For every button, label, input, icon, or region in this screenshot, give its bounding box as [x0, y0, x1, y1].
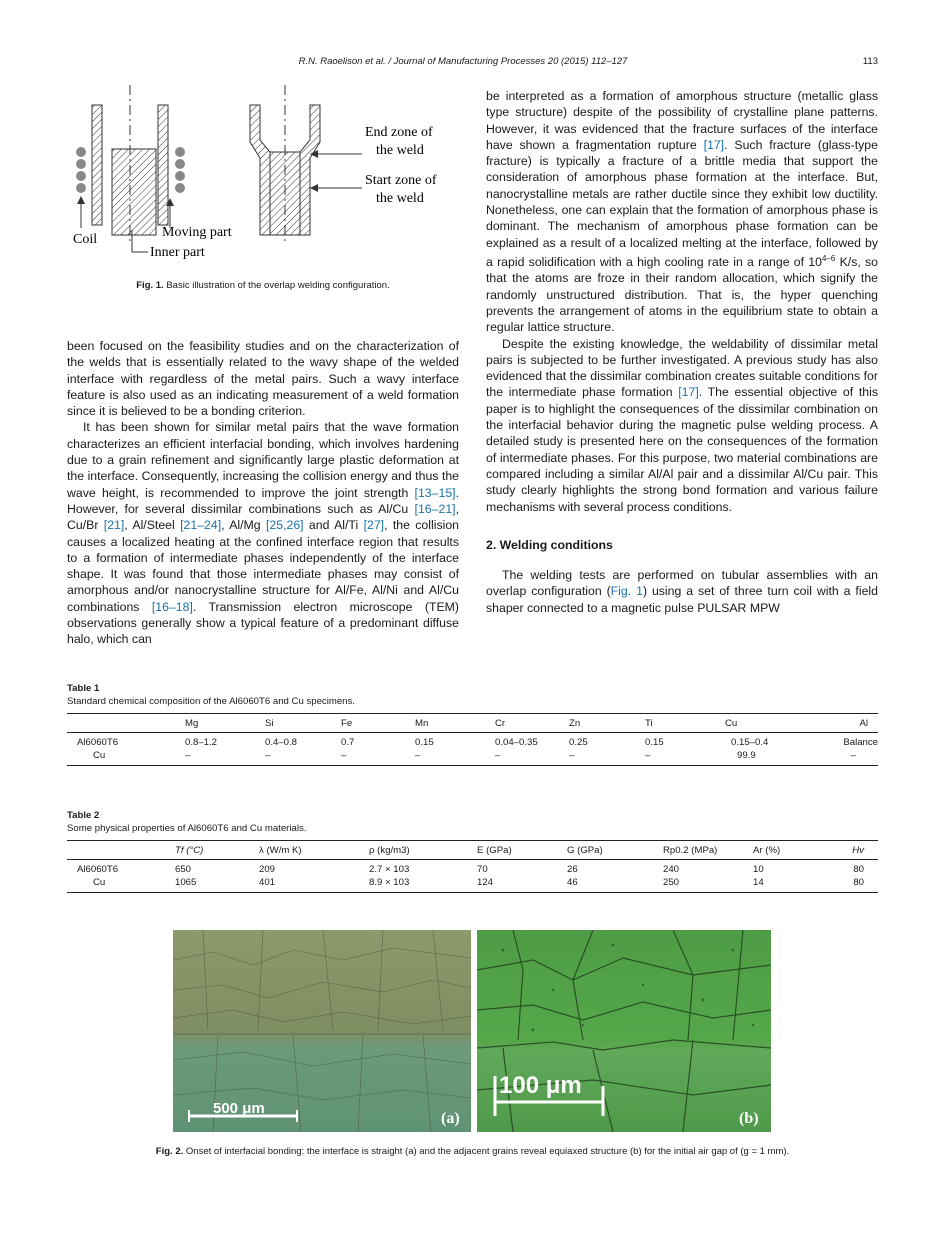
table-cell: 240 — [663, 864, 680, 875]
scale-label-b: 100 μm — [499, 1072, 582, 1099]
figure-2-caption-label: Fig. 2. — [155, 1146, 184, 1157]
table-cell: 0.4–0.8 — [265, 737, 298, 748]
table-cell: – — [341, 750, 415, 766]
table-1 — [67, 683, 878, 766]
panel-label-b: (b) — [739, 1110, 759, 1127]
left-paragraph-2 — [67, 419, 459, 647]
text-run: K/s, so that the atoms are froze in their random allocation, which signify the randomly unstructured distribution. That is, the hyper quenching prevents the arrangement of atoms in the equilibrium state to obtain a regular lattice structure. — [486, 255, 878, 335]
text-run: , Cu/Br — [67, 501, 459, 533]
table-header: Mn — [415, 714, 495, 733]
table-cell: 14 — [753, 877, 833, 893]
text-run: and Al/Ti — [303, 518, 364, 533]
table-cell: 70 — [477, 864, 488, 875]
inner-part — [112, 149, 156, 235]
table-cell: 2.7 × 103 — [369, 864, 410, 875]
panel-label-a: (a) — [441, 1110, 460, 1127]
table-cell: – — [835, 750, 878, 766]
table-header: Tf (°C) — [175, 841, 259, 860]
table-cell: 10 — [753, 864, 764, 875]
table-header: Fe — [341, 714, 415, 733]
outer-tube-right-wall — [158, 105, 168, 225]
table-cell: Al6060T6 — [77, 737, 119, 748]
page-number: 113 — [862, 56, 878, 67]
text-run: , Al/Mg — [221, 518, 266, 533]
table-2 — [67, 810, 878, 893]
table-header: E (GPa) — [477, 841, 567, 860]
table-row — [67, 860, 878, 877]
start-zone-arrow-head — [310, 184, 318, 192]
table-cell: 0.15–0.4 — [731, 737, 769, 748]
text-run: . The essential objective of this paper is to highlight the consequences of the dissimilar combination on the interfacial behavior during the magnetic pulse welding process. A detailed study is presented here on the consequences of the formation of intermediate phases. For this purpose, two material combinations are compared including a similar Al/Al pair and a dissimilar Al/Cu pair. This study clearly highlights the strong bond formation and various failure mechanisms with several process conditions. — [486, 385, 878, 514]
table-cell: Al6060T6 — [77, 864, 119, 875]
table-header — [67, 714, 185, 733]
end-zone-label-2: the weld — [376, 143, 424, 158]
table-2-header-row — [67, 841, 878, 860]
table-cell: 250 — [663, 877, 753, 893]
table-header: Mg — [185, 714, 265, 733]
table-1-title: Table 1 — [67, 683, 100, 694]
figure-2-caption-text: Onset of interfacial bonding: the interface is straight (a) and the adjacent grains reveal equiaxed structure (b) for the initial air gap of (g = 1 mm). — [185, 1146, 790, 1157]
table-cell: – — [495, 750, 569, 766]
table-header: Ar (%) — [753, 841, 833, 860]
text-run: It has been shown for similar metal pairs that the wave formation characterizes an efficient interfacial bonding, which involves hardening due to a grain refinement and significantly large plastic deformation at the interface. Consequently, increasing the collision energy and thus the wave height, is recommended to improve the joint strength — [67, 420, 459, 500]
ref-link[interactable]: [13–15] — [414, 485, 456, 500]
figure-2-micrographs — [173, 930, 771, 1132]
table-header — [67, 841, 175, 860]
table-header: λ (W/m K) — [259, 841, 369, 860]
table-1-subtitle: Standard chemical composition of the Al6060T6 and Cu specimens. — [67, 696, 355, 707]
table-cell: 46 — [567, 877, 663, 893]
scale-label-a: 500 μm — [213, 1100, 265, 1117]
ref-link[interactable]: [25,26] — [265, 518, 304, 533]
ref-link[interactable]: [27] — [363, 518, 385, 533]
ref-link[interactable]: [16–18] — [151, 599, 193, 614]
table-cell: – — [569, 750, 645, 766]
table-cell: – — [185, 750, 265, 766]
table-cell: – — [645, 750, 725, 766]
text-run: The welding tests are performed on tubular assemblies with an overlap configuration ( — [486, 568, 878, 599]
table-row — [67, 750, 878, 766]
text-run: , the collision causes a localized heating at the confined interface region that results to a formation of intermediate phases independently of the interface shape. It was found that those intermediate phases may consist of amorphous and/or nanocrystalline structure for Al/Fe, Al/Ni and Al/Cu combinations — [67, 518, 459, 614]
figure-1-diagram — [70, 80, 460, 270]
text-run: be interpreted as a formation of amorphous structure (metallic glass type structure) despite of the possibility of crystalline plane patterns. However, it was evidenced that the fracture surfaces of the interface have shown a fragmentation rupture — [486, 89, 878, 152]
table-cell: Balance — [843, 737, 878, 748]
figure-1-caption-text: Basic illustration of the overlap welding configuration. — [166, 280, 390, 291]
coil-label: Coil — [73, 232, 98, 247]
ref-link[interactable]: [21–24] — [180, 518, 222, 533]
table-cell: 0.15 — [645, 737, 664, 748]
text-run: , Al/Steel — [124, 518, 181, 533]
table-cell: Cu — [67, 750, 185, 766]
text-run: . Such fracture (glass-type fracture) is typically a fracture of a brittle media that support the consideration of amorphous phase formation at the interface. But, nanocrystalline metals are rather ductile since they exhibit low ductility. Nonetheless, one can explain that the formation of amorphous phase is dominant. The mechanism of amorphous phase formation can be explained as a result of a localized melting at the interface, followed by a rapid solidification with a high cooling rate in a range of 10 — [486, 137, 878, 270]
table-cell: 209 — [259, 864, 276, 875]
welded-outer-tube-left — [250, 105, 270, 235]
ref-link[interactable]: [16–21] — [414, 501, 456, 516]
figure-link[interactable]: Fig. 1 — [610, 584, 643, 599]
running-header — [0, 56, 926, 70]
right-paragraph-2 — [486, 336, 878, 515]
inner-part-label: Inner part — [150, 245, 205, 260]
table-cell: – — [265, 750, 341, 766]
text-run: . However, for several dissimilar combinations such as Al/Cu — [67, 485, 459, 516]
table-header: Rp0.2 (MPa) — [663, 841, 753, 860]
text-run: ) using a set of three turn coil with a field shaper connected to a magnetic pulse PULSAR MPW — [486, 584, 878, 615]
table-cell: 1065 — [175, 877, 259, 893]
outer-tube-left-wall — [92, 105, 102, 225]
table-header: Cu — [725, 714, 835, 733]
table-cell: 0.04–0.35 — [495, 737, 538, 748]
table-cell: 124 — [477, 877, 567, 893]
welded-outer-tube-right — [300, 105, 320, 235]
table-2-grid — [67, 840, 878, 893]
table-cell: 99.9 — [725, 750, 835, 766]
table-row — [67, 733, 878, 750]
figure-2-caption — [67, 1146, 878, 1157]
table-1-header-row — [67, 714, 878, 733]
table-header: G (GPa) — [567, 841, 663, 860]
table-cell: 401 — [259, 877, 369, 893]
figure-1-caption-label: Fig. 1. — [136, 280, 164, 291]
journal-citation: R.N. Raoelison et al. / Journal of Manufacturing Processes 20 (2015) 112–127 — [298, 56, 628, 67]
table-row — [67, 877, 878, 893]
table-cell: 0.7 — [341, 737, 355, 748]
table-cell: 80 — [833, 877, 878, 893]
right-text-column — [486, 88, 878, 616]
table-cell: 0.8–1.2 — [185, 737, 218, 748]
table-cell: 8.9 × 103 — [369, 877, 477, 893]
table-cell: Cu — [67, 877, 175, 893]
table-header: Cr — [495, 714, 569, 733]
table-header: Ti — [645, 714, 725, 733]
table-header: Zn — [569, 714, 645, 733]
table-header: Al — [835, 714, 878, 733]
coil-turns-left — [76, 147, 86, 193]
table-header: Si — [265, 714, 341, 733]
ref-link[interactable]: [21] — [103, 518, 125, 533]
table-cell: 0.25 — [569, 737, 588, 748]
table-2-subtitle: Some physical properties of Al6060T6 and Cu materials. — [67, 823, 307, 834]
ref-link[interactable]: [17] — [703, 137, 725, 152]
start-zone-label-1: Start zone of — [365, 173, 437, 188]
ref-link[interactable]: [17] — [678, 385, 699, 400]
section-heading: 2. Welding conditions — [486, 537, 613, 552]
table-cell: 0.15 — [415, 737, 434, 748]
start-zone-label-2: the weld — [376, 191, 424, 206]
right-paragraph-1 — [486, 88, 878, 336]
text-run: Despite the existing knowledge, the weldability of dissimilar metal pairs is subjected to be further investigated. A previous study has also evidenced that the dissimilar combination creates suitable conditions for the intermediate phase formation — [486, 336, 878, 400]
right-paragraph-3 — [486, 567, 878, 616]
table-2-title: Table 2 — [67, 810, 100, 821]
table-1-grid — [67, 713, 878, 766]
left-text-column — [67, 338, 459, 648]
table-cell: 80 — [853, 864, 864, 875]
end-zone-label-1: End zone of — [365, 125, 433, 140]
table-header: Hv — [833, 841, 878, 860]
table-cell: 26 — [567, 864, 578, 875]
coil-turns-right — [175, 147, 185, 193]
table-cell: 650 — [175, 864, 192, 875]
exponent: 4–6 — [821, 253, 836, 263]
table-cell: – — [415, 750, 495, 766]
left-paragraph-1: been focused on the feasibility studies and on the characterization of the welds that is essentially related to the wavy shape of the welded interface with regardless of the metal pairs. Such a wavy interface feature is also used as an indicating measurement of a weld formation since it is believed to be a bonding criterion. — [67, 339, 459, 419]
coil-arrow-head — [77, 196, 85, 204]
moving-part-label: Moving part — [162, 225, 232, 240]
text-run: . Transmission electron microscope (TEM) observations generally show a typical feature of a predominant diffuse halo, which can — [67, 599, 459, 647]
figure-1-caption — [67, 280, 459, 291]
table-header: ρ (kg/m3) — [369, 841, 477, 860]
